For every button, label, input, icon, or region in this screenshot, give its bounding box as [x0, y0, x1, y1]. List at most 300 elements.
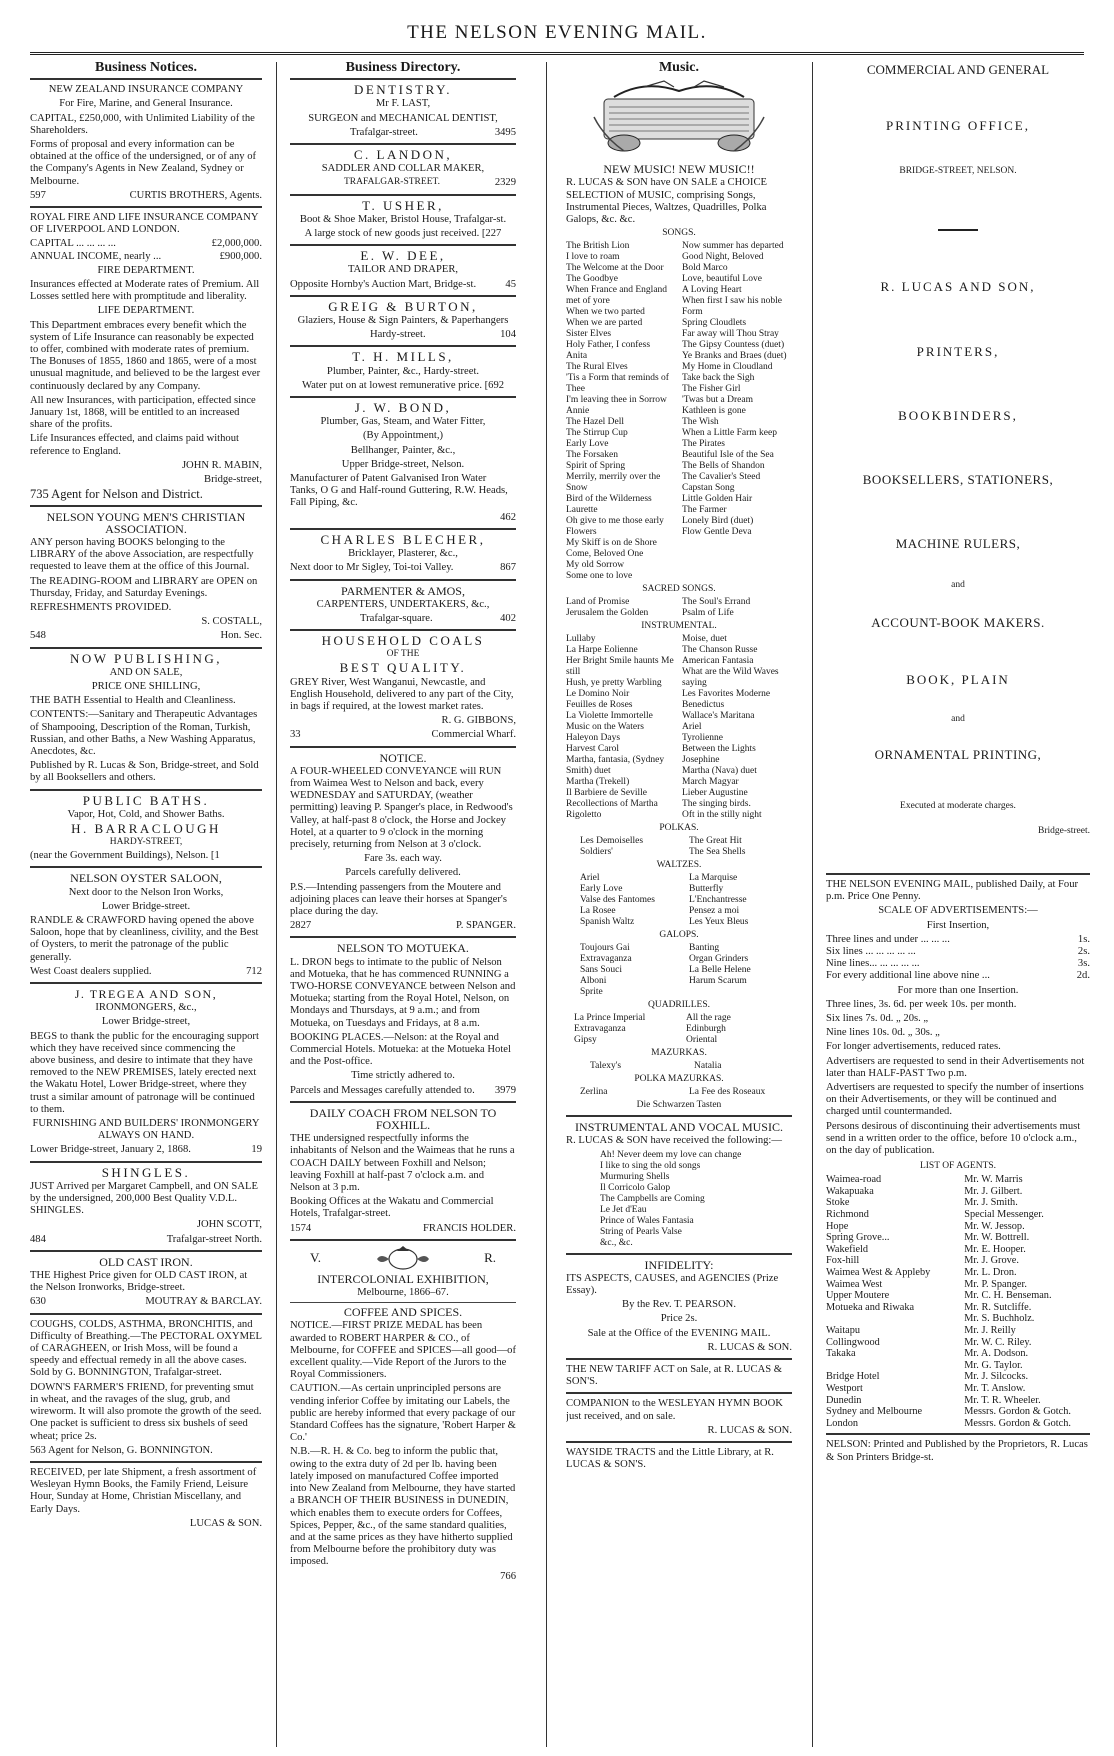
ad-text: DOWN'S FARMER'S FRIEND, for preventing smut in wheat, and the ravages of the slug, grub, and wireworm. It will also promote the growth of the seed. One packet is sufficient to dress six bushels of seed wheat; price 2s.: [30, 1381, 262, 1442]
agent-place: Collingwood: [826, 1336, 880, 1348]
ad-text: Fare 3s. each way.: [364, 853, 442, 865]
agent-name: Mr. W. Jessop.: [964, 1220, 1025, 1232]
songs-list: [566, 241, 792, 582]
agent-name: Mr. J. Smith.: [964, 1197, 1018, 1209]
ad-text: Forms of proposal and every information can be obtained at the office of the undersigned, or of any of the Company's Agents in New Zealand, Sydney or Melbourne.: [30, 139, 257, 187]
agent-name: Messrs. Gordon & Gotch.: [964, 1406, 1071, 1418]
ad-shingles: [30, 1164, 262, 1246]
list-item: Hush, ye pretty Warbling: [566, 678, 662, 689]
ad-signature: Bridge-street,: [204, 474, 262, 486]
ad-text: This Department embraces every benefit which the system of Life Insurance can reasonably be expected to offer, combined with moderate rates of premium. The Bonuses of 1855, 1860 and 1865, were of a most unusual magnitude, and believed to be the largest ever continuously declared by any Company.: [30, 319, 261, 392]
ad-title: BOOKBINDERS,: [898, 407, 1018, 423]
list-item: Love, beautiful Love: [682, 274, 762, 285]
agent-name: Mr. W. Marris: [964, 1174, 1023, 1186]
agent-name: Mr. J. Silcocks.: [964, 1371, 1029, 1383]
list-item: Little Golden Hair: [682, 494, 753, 505]
ad-text: For longer advertisements, reduced rates.: [826, 1041, 1001, 1053]
list-item: Harum Scarum: [689, 976, 747, 987]
agent-name: Mr. J. Reilly: [964, 1325, 1016, 1337]
agent-place: Wakefield: [826, 1243, 869, 1255]
section-heading: MAZURKAS.: [651, 1048, 707, 1059]
ad-text: Bridge-street.: [1038, 826, 1090, 837]
ad-old-cast-iron: [30, 1256, 262, 1309]
ad-title: NELSON TO MOTUEKA.: [337, 941, 469, 956]
agent-name: Mr. G. Taylor.: [964, 1359, 1023, 1371]
agent-place: Stoke: [826, 1197, 850, 1209]
ad-signature: JOHN R. MABIN,: [181, 459, 262, 471]
list-item: Sprite: [580, 987, 603, 998]
rate-label: Three lines and under ... ... ...: [826, 933, 950, 945]
ad-title: NOTICE.: [379, 750, 427, 765]
ad-title: C. LANDON,: [353, 147, 453, 163]
instrumental-vocal-list: [566, 1150, 792, 1249]
ad-royal-insurance: [30, 212, 262, 500]
agent-place: Fox-hill: [826, 1255, 860, 1267]
ad-text: FURNISHING AND BUILDERS' IRONMONGERY ALWAYS ON HAND.: [32, 1118, 260, 1142]
list-item: Martha (Nava) duet: [682, 766, 757, 777]
ad-title: ACCOUNT-BOOK MAKERS.: [871, 615, 1045, 631]
ad-signature: R. LUCAS & SON.: [707, 1341, 792, 1353]
ad-signature: 735 Agent for Nelson and District.: [30, 487, 203, 502]
imprint: NELSON: Printed and Published by the Proprietors, R. Lucas & Son Printers Bridge-st.: [826, 1439, 1088, 1463]
list-item: Capstan Song: [682, 483, 735, 494]
music-instruments-icon: [584, 77, 774, 157]
list-item: Lieber Augustine: [682, 788, 748, 799]
column-music: [566, 60, 792, 1750]
section-heading: GALOPS.: [659, 930, 699, 941]
list-item: My Home in Cloudland: [682, 362, 773, 373]
agent-place: Hope: [826, 1220, 849, 1232]
column-divider: [276, 62, 277, 1747]
list-item: Valse des Fantomes: [580, 895, 655, 906]
ad-signature: R. G. GIBBONS,: [441, 715, 516, 727]
ad-number: 712: [246, 965, 262, 977]
directory-entry: [290, 250, 516, 291]
list-item: When we two parted: [566, 307, 645, 318]
ad-title: INFIDELITY:: [644, 1257, 714, 1272]
ad-text: GREY River, West Wanganui, Newcastle, and English Household, delivered to any part of the City, in bags if required, at the lowest market rates.: [290, 676, 514, 712]
ad-text: A large stock of new goods just received. [227: [304, 228, 502, 240]
list-item: L'Enchantresse: [689, 895, 747, 906]
list-item: Holy Father, I confess: [566, 340, 651, 351]
list-item: The Wish: [682, 417, 719, 428]
ad-title: PRINTING OFFICE,: [886, 118, 1030, 134]
list-item: Natalia: [694, 1061, 722, 1072]
masthead-rule: [30, 52, 1084, 55]
list-item: The Stirrup Cup: [566, 428, 628, 439]
ad-number: 462: [500, 511, 516, 523]
list-item: I love to roam: [566, 252, 620, 263]
list-item: The British Lion: [566, 241, 630, 252]
ad-subtitle: Next door to the Nelson Iron Works,: [68, 886, 224, 898]
list-item: March Magyar: [682, 777, 739, 788]
instrumental-list: [566, 634, 792, 821]
list-item: Spring Cloudlets: [682, 318, 747, 329]
list-item: The Campbells are Coming: [600, 1193, 705, 1204]
rate-row: [826, 970, 1090, 982]
list-item: The Bells of Shandon: [682, 461, 765, 472]
ad-nelson-motueka: [290, 942, 516, 1096]
ad-text: Water put on at lowest remunerative price. [692: [301, 379, 505, 391]
ad-text: THE NELSON EVENING MAIL, published Daily, at Four p.m. Price One Penny.: [826, 879, 1079, 903]
section-heading: POLKA MAZURKAS.: [634, 1074, 724, 1085]
ad-ymca: [30, 511, 262, 643]
agent-name: Mr. C. H. Benseman.: [964, 1290, 1052, 1302]
ad-subtitle: Vapor, Hot, Cold, and Shower Baths.: [67, 808, 225, 820]
agent-place: Sydney and Melbourne: [826, 1406, 923, 1418]
ad-signature: S. COSTALL,: [201, 616, 262, 628]
ad-number: 45: [505, 278, 516, 290]
list-item: Lullaby: [566, 634, 596, 645]
list-item: Wallace's Maritana: [682, 711, 755, 722]
ad-text: Opposite Hornby's Auction Mart, Bridge-st.: [290, 278, 477, 290]
ad-text: Trafalgar-square.: [360, 612, 433, 624]
list-item: The Hazel Dell: [566, 417, 625, 428]
royal-crest-icon: [373, 1245, 433, 1271]
ad-text: Plumber, Gas, Steam, and Water Fitter,: [320, 416, 486, 428]
ad-text: A FOUR-WHEELED CONVEYANCE will RUN from Waimea West to Nelson and back, every WEDNESDAY and SATURDAY, (weather permitting) leaving P. Spanger's place, in Redwood's Valley, at half-past 8 o'clock, the Horse and Jockey Hotel, at a quarter to 9 o'clock in the morning precisely, returning from Nelson at 3 o'clock.: [290, 765, 513, 850]
ad-text: CARPENTERS, UNDERTAKERS, &c.,: [316, 598, 490, 610]
column-business-directory: [290, 60, 516, 1750]
ad-number: 19: [251, 1144, 262, 1156]
list-item: Kathleen is gone: [682, 406, 746, 417]
rate-row: [826, 946, 1090, 958]
agent-name: Mr. P. Spanger.: [964, 1278, 1027, 1290]
ad-received: [30, 1467, 262, 1530]
list-item: When a Little Farm keep: [682, 428, 777, 439]
ad-text: RECEIVED, per late Shipment, a fresh assortment of Wesleyan Hymn Books, the Family Friend, Leisure Hour, Sunday at Home, Christian Miscellany, and Early Days.: [30, 1466, 257, 1515]
list-item: Gipsy: [574, 1035, 597, 1046]
list-item: When France and England met of yore: [566, 285, 668, 307]
ad-title: E. W. DEE,: [360, 248, 446, 264]
ad-text: Trafalgar-street.: [350, 126, 418, 138]
ad-text: TAILOR AND DRAPER,: [347, 264, 459, 276]
list-item: Tyrolienne: [682, 733, 724, 744]
list-item: Her Bright Smile haunts Me still: [566, 656, 674, 678]
list-item: Bold Marco: [682, 263, 728, 274]
rate-price: 2d.: [1076, 970, 1090, 982]
list-item: The Welcome at the Door: [566, 263, 664, 274]
ad-publishing: [30, 650, 262, 785]
ad-text: Mr F. LAST,: [375, 98, 431, 110]
agent-name: Special Messenger.: [964, 1209, 1044, 1221]
agent-place: Richmond: [826, 1209, 869, 1221]
list-item: Extravaganza: [580, 954, 632, 965]
ad-text: R.: [484, 1249, 496, 1265]
list-item: Les Demoiselles: [580, 836, 644, 847]
column-divider: [546, 62, 547, 1747]
ad-number: 630: [30, 1296, 46, 1308]
list-item: Psalm of Life: [682, 608, 734, 619]
ad-text: West Coast dealers supplied.: [30, 965, 152, 977]
list-item: All the rage: [686, 1013, 731, 1024]
ad-text: Lower Bridge-street, January 2, 1868.: [30, 1144, 191, 1156]
ad-title: NOW PUBLISHING,: [69, 650, 223, 666]
list-item: Benedictus: [682, 700, 725, 711]
ad-text: NOTICE.—FIRST PRIZE MEDAL has been awarded to ROBERT HARPER & CO., of Melbourne, for COFFEE and SPICES—all good—of excellent quality.—Vide Report of the Jurors to the Royal Commissioners.: [290, 1320, 516, 1381]
list-item: Come, Beloved One: [566, 549, 644, 560]
ad-subtitle: IRONMONGERS, &c.,: [95, 1002, 197, 1014]
list-item: Jerusalem the Golden: [566, 608, 649, 619]
ad-number: 33: [290, 729, 301, 741]
list-item: 'Twas but a Dream: [682, 395, 753, 406]
ad-text: L. DRON begs to intimate to the public of Nelson and Motueka, that he has commenced RUNNING a TWO-HORSE CONVEYANCE between Nelson and Motueka; starting from the Royal Hotel, Nelson, on Mondays and Thursdays, at 9 a.m.; and from Motueka, on Tuesdays and Fridays, at 8 a.m.: [290, 956, 516, 1029]
ad-text: R. LUCAS & SON have received the following:—: [566, 1135, 782, 1147]
column-header: Music.: [658, 60, 700, 75]
list-item: I'm leaving thee in Sorrow Annie: [566, 395, 667, 417]
ad-text: Persons desirous of discontinuing their advertisements must send in a written order to the office, before 10 o'clock a.m., on the day of publication.: [826, 1120, 1081, 1157]
ad-number: 484: [30, 1233, 46, 1245]
list-item: Alboni: [580, 976, 607, 987]
list-item: Lonely Bird (duet): [682, 516, 754, 527]
list-item: Recollections of Martha: [566, 799, 658, 810]
agent-name: Messrs. Gordon & Gotch.: [964, 1417, 1071, 1429]
ad-title: OLD CAST IRON.: [99, 1254, 193, 1269]
ad-signature: Commercial Wharf.: [431, 729, 516, 741]
ad-title: T. USHER,: [362, 197, 444, 213]
section-heading: POLKAS.: [659, 823, 699, 834]
ad-text: SADDLER AND COLLAR MAKER,: [321, 163, 485, 175]
ad-signature: R. LUCAS & SON.: [707, 1424, 792, 1436]
ad-title: BOOKSELLERS, STATIONERS,: [862, 472, 1054, 488]
agent-name: Mr. S. Buchholz.: [964, 1313, 1035, 1325]
list-item: Bird of the Wilderness: [566, 494, 652, 505]
agents-list: [826, 1174, 1090, 1429]
list-item: Some one to love: [566, 571, 633, 582]
ad-number: 2329: [494, 177, 516, 189]
directory-entry: [290, 84, 516, 139]
list-item: La Violette Immortelle: [566, 711, 653, 722]
ad-text: CAPITAL ... ... ... ...: [30, 238, 116, 250]
list-item: Oh give to me those early Flowers: [566, 516, 664, 538]
ad-title: NEW MUSIC! NEW MUSIC!!: [603, 162, 755, 177]
list-item: Now summer has departed: [682, 241, 784, 252]
ad-title: SHINGLES.: [101, 1164, 191, 1180]
agent-name: Mr. T. Anslow.: [964, 1382, 1026, 1394]
agent-place: Motueka and Riwaka: [826, 1301, 915, 1313]
list-item: The Great Hit: [689, 836, 742, 847]
ad-intercolonial-exhibition: [290, 1245, 516, 1583]
ad-title: ROYAL FIRE AND LIFE INSURANCE COMPANY OF LIVERPOOL AND LONDON.: [30, 212, 259, 236]
ad-text: R. LUCAS & SON have ON SALE a CHOICE SELECTION of MUSIC, comprising Songs, Instrumental Pieces, Waltzes, Quadrilles, Polka Galops, &c. &c.: [566, 177, 767, 226]
rate-label: For every additional line above nine ...: [826, 970, 990, 982]
ad-text: BEGS to thank the public for the encouraging support which they have received since commencing the above business, and desire to intimate that they have removed to the NEW PREMISES, lately erected next the Wakatu Hotel, Lower Bridge-street, where they trust a similar amount of patronage will be continued to them.: [30, 1030, 259, 1115]
list-item: La Prince Imperial: [574, 1013, 646, 1024]
ad-text: Hardy-street.: [370, 329, 426, 341]
list-item: Soldiers': [580, 847, 613, 858]
quadrilles-list: [566, 1013, 792, 1046]
ad-number: 548: [30, 630, 46, 642]
ad-household-coals: [290, 635, 516, 741]
ad-number: 104: [500, 329, 516, 341]
rate-row: Six lines 7s. 0d. „ 20s. „: [826, 1013, 929, 1025]
advertising-rates: [826, 879, 1090, 1157]
ad-public-baths: [30, 792, 262, 863]
list-item: Early Love: [580, 884, 623, 895]
list-item: Spirit of Spring: [566, 461, 626, 472]
list-item: Pensez a moi: [689, 906, 740, 917]
ad-title: ORNAMENTAL PRINTING,: [874, 746, 1042, 762]
rate-row: Nine lines 10s. 0d. „ 30s. „: [826, 1027, 940, 1039]
column-divider: [812, 62, 813, 1747]
agent-name: Mr. J. Gilbert.: [964, 1185, 1023, 1197]
ad-title: CHARLES BLECHER,: [320, 531, 486, 547]
rate-row: Three lines, 3s. 6d. per week 10s. per month.: [826, 998, 1017, 1010]
ad-subtitle: LIFE DEPARTMENT.: [97, 305, 195, 317]
ad-title: J. TREGEA AND SON,: [74, 987, 218, 1001]
ad-title: INSTRUMENTAL AND VOCAL MUSIC.: [575, 1120, 783, 1135]
ad-text: (By Appointment,): [362, 430, 444, 442]
ad-text: By the Rev. T. PEARSON.: [622, 1299, 736, 1311]
ad-text: All new Insurances, with participation, effected since January 1st, 1868, will be entitled to an increased share of the profits.: [30, 394, 256, 431]
ad-text: Advertisers are requested to send in their Advertisements not later than HALF-PAST Two p.m.: [826, 1055, 1085, 1079]
ad-nz-insurance: [30, 84, 262, 202]
list-item: Ariel: [682, 722, 702, 733]
agent-place: [826, 1360, 964, 1372]
ad-signature: Hon. Sec.: [220, 630, 262, 642]
list-item: Les Yeux Bleus: [689, 917, 749, 928]
ad-text: SURGEON and MECHANICAL DENTIST,: [308, 112, 498, 124]
list-item: The Gipsy Countess (duet): [682, 340, 785, 351]
ad-text: Time strictly adhered to.: [351, 1070, 455, 1082]
list-item: The Farmer: [682, 505, 727, 516]
waltzes-list: [566, 873, 792, 928]
section-heading: SACRED SONGS.: [642, 584, 716, 595]
list-item: Die Schwarzen Tasten: [636, 1100, 722, 1111]
ad-subtitle: For more than one Insertion.: [897, 984, 1019, 996]
list-item: La Marquise: [689, 873, 738, 884]
ad-text: THE Highest Price given for OLD CAST IRON, at the Nelson Ironworks, Bridge-street.: [30, 1270, 248, 1294]
rate-label: Six lines ... ... ... ... ...: [826, 946, 916, 958]
ad-coughs: [30, 1319, 262, 1457]
ad-text: REFRESHMENTS PROVIDED.: [30, 601, 172, 613]
list-item: The Soul's Errand: [682, 597, 751, 608]
directory-entry: [290, 531, 516, 575]
ad-subtitle: First Insertion,: [926, 919, 990, 931]
ad-text: CONTENTS:—Sanitary and Therapeutic Advantages of Shampooing, Description of the Roman, Turkish, Russian, and other Baths, a New Washing Apparatus, Anecdotes, &c.: [30, 709, 258, 757]
ad-text: Insurances effected at Moderate rates of Premium. All Losses settled here with promptitude and liberality.: [30, 279, 260, 303]
ad-signature: MOUTRAY & BARCLAY.: [145, 1296, 262, 1308]
ad-text: Life Insurances effected, and claims paid without reference to England.: [30, 433, 239, 457]
ad-hymn-book: COMPANION to the WESLEYAN HYMN BOOK just received, and on sale.: [566, 1398, 783, 1422]
list-item: Butterfly: [689, 884, 724, 895]
list-item: Extravaganza: [574, 1024, 626, 1035]
list-item: Les Favorites Moderne: [682, 689, 771, 700]
list-item: Oft in the stilly night: [682, 810, 762, 821]
list-item: Sans Souci: [580, 965, 622, 976]
list-item: Good Night, Beloved: [682, 252, 764, 263]
directory-entry: [290, 197, 516, 241]
ad-number: 402: [500, 612, 516, 624]
section-heading: WALTZES.: [656, 860, 702, 871]
ad-signature: Trafalgar-street North.: [166, 1233, 262, 1245]
ad-text: Next door to Mr Sigley, Toi-toi Valley.: [290, 562, 454, 574]
list-item: Land of Promise: [566, 597, 630, 608]
directory-entry: [290, 149, 516, 190]
ad-title: MACHINE RULERS,: [895, 536, 1021, 552]
list-item: Ariel: [580, 873, 600, 884]
agent-place: Waimea-road: [826, 1174, 882, 1186]
masthead: THE NELSON EVENING MAIL.: [407, 22, 707, 43]
agent-name: Mr. J. Grove.: [964, 1255, 1019, 1267]
ad-number: 597: [30, 189, 46, 201]
ad-text: P.S.—Intending passengers from the Moutere and adjoining places can leave their horses at Spanger's place during the day.: [290, 881, 507, 917]
agent-place: Takaka: [826, 1348, 856, 1360]
list-item: Rigoletto: [566, 810, 602, 821]
ad-text: Booking Offices at the Wakatu and Commercial Hotels, Trafalgar-street.: [290, 1196, 494, 1220]
list-item: The Fisher Girl: [682, 384, 741, 395]
polkas-list: [566, 836, 792, 858]
ad-text: Executed at moderate charges.: [900, 801, 1016, 812]
list-item: Talexy's: [590, 1061, 622, 1072]
list-item: When first I saw his noble Form: [682, 296, 782, 318]
ad-infidelity: [566, 1259, 792, 1354]
ad-signature: LUCAS & SON.: [189, 1517, 262, 1529]
ad-text: Boot & Shoe Maker, Bristol House, Trafalgar-st.: [299, 213, 507, 225]
rate-price: 1s.: [1077, 933, 1090, 945]
ad-signature: 563 Agent for Nelson, G. BONNINGTON.: [30, 1444, 213, 1456]
rate-row: [826, 958, 1090, 970]
list-item: Early Love: [566, 439, 609, 450]
mazurkas-list: [566, 1061, 792, 1072]
list-item: The Goodbye: [566, 274, 618, 285]
ad-title: R. LUCAS AND SON,: [880, 279, 1036, 295]
ad-notice-conveyance: [290, 752, 516, 933]
ad-text: ITS ASPECTS, CAUSES, and AGENCIES (Prize Essay).: [566, 1272, 779, 1297]
ad-number: 1574: [290, 1222, 312, 1234]
list-item: Le Domino Noir: [566, 689, 630, 700]
ad-subtitle: AND ON SALE,: [109, 666, 183, 678]
column-business-notices: [30, 60, 262, 1750]
ad-text: £900,000.: [219, 250, 262, 262]
list-item: My old Sorrow: [566, 560, 625, 571]
column-header: Business Notices.: [95, 60, 197, 75]
list-item: A Loving Heart: [682, 285, 742, 296]
rate-price: 2s.: [1077, 946, 1090, 958]
ad-text: Advertisers are requested to specify the number of insertions on their Advertisements, or they will be continued and charged until countermanded.: [826, 1082, 1084, 1118]
list-item: American Fantasia: [682, 656, 754, 667]
agent-name: Mr. E. Hooper.: [964, 1243, 1026, 1255]
list-item: Prince of Wales Fantasia: [600, 1215, 694, 1226]
agent-place: [826, 1313, 964, 1325]
list-item: Murmuring Shells: [600, 1171, 670, 1182]
ad-subtitle: Melbourne, 1866–67.: [357, 1287, 449, 1299]
ad-instrumental-vocal: [566, 1121, 792, 1248]
ad-text: Bellhanger, Painter, &c.,: [350, 444, 456, 456]
ad-text: (near the Government Buildings), Nelson. [1: [30, 850, 220, 862]
agent-name: Mr. A. Dodson.: [964, 1348, 1029, 1360]
ad-title: PARMENTER & AMOS,: [341, 583, 465, 598]
directory-entry: [290, 585, 516, 626]
agent-place: Upper Moutere: [826, 1290, 890, 1302]
ad-daily-coach: [290, 1107, 516, 1235]
list-item: Laurette: [566, 505, 598, 516]
sacred-songs-list: [566, 597, 792, 619]
list-item: Beautiful Isle of the Sea: [682, 450, 774, 461]
ad-subtitle: BRIDGE-STREET, NELSON.: [899, 166, 1017, 177]
ad-text: Bricklayer, Plasterer, &c.,: [348, 548, 458, 560]
agent-name: Mr. L. Dron.: [964, 1267, 1017, 1279]
list-item: Ye Branks and Braes (duet): [682, 351, 787, 362]
rate-label: Nine lines... ... ... ... ...: [826, 958, 920, 970]
ad-text: Glaziers, House & Sign Painters, & Paperhangers: [297, 315, 509, 327]
ad-subtitle: FIRE DEPARTMENT.: [97, 264, 195, 276]
polka-mazurkas-list: [566, 1087, 792, 1098]
list-item: Oriental: [686, 1035, 718, 1046]
agent-name: Mr. W. Bottrell.: [964, 1232, 1030, 1244]
agent-place: Waitapu: [826, 1325, 861, 1337]
list-item: Take back the Sigh: [682, 373, 755, 384]
